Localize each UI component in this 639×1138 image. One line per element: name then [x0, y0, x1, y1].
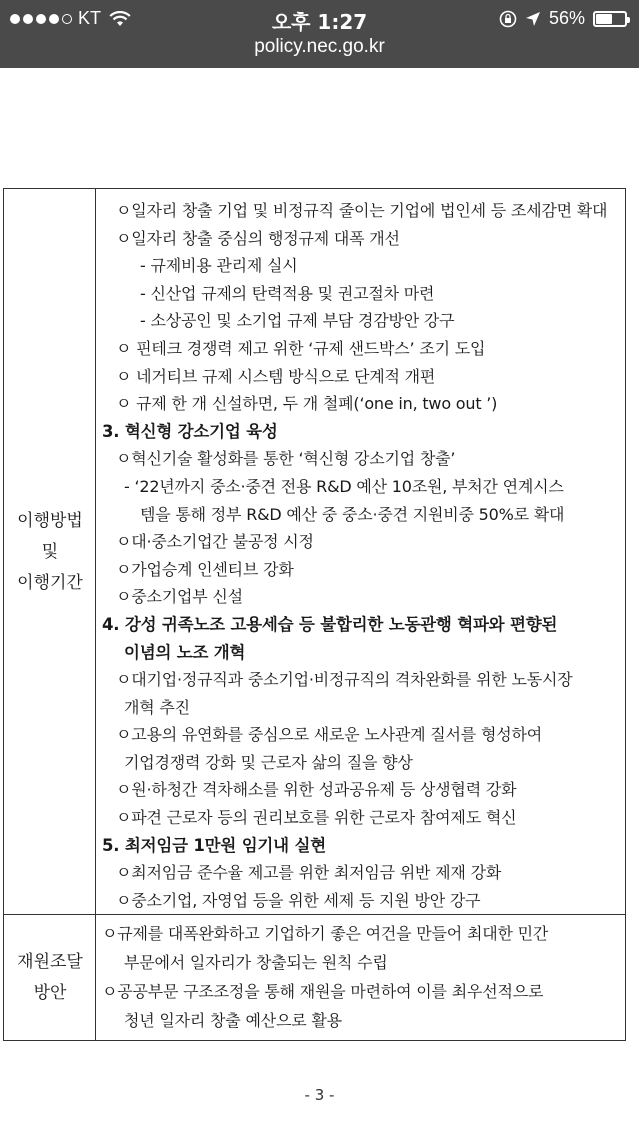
row-label-line: 이행방법 — [17, 511, 83, 531]
status-right — [499, 8, 627, 29]
battery-percent: 56% — [548, 8, 585, 28]
browser-top-bar — [0, 0, 639, 68]
content-line: - ‘22년까지 중소·중견 전용 R&D 예산 10조원, 부처간 연계시스 — [124, 476, 564, 496]
status-bar — [0, 0, 639, 36]
content-line: - 신산업 규제의 탄력적용 및 권고절차 마련 — [140, 283, 435, 303]
content-line: 청년 일자리 창출 예산으로 활용 — [124, 1011, 342, 1030]
content-line: ㅇ일자리 창출 기업 및 비정규직 줄이는 기업에 법인세 등 조세감면 확대 — [116, 201, 608, 220]
section-heading: 4. 강성 귀족노조 고용세습 등 불합리한 노동관행 혁파와 편향된 — [102, 614, 558, 634]
content-line: 템을 통해 정부 R&D 예산 중 중소·중견 지원비중 50%로 확대 — [140, 504, 565, 524]
battery-icon — [593, 11, 627, 27]
section-heading: 5. 최저임금 1만원 임기내 실현 — [102, 835, 326, 855]
rotation-lock-icon — [499, 10, 517, 28]
section-heading: 3. 혁신형 강소기업 육성 — [102, 421, 278, 441]
address-bar[interactable]: policy.nec.go.kr — [254, 36, 385, 57]
content-line: ㅇ 규제 한 개 신설하면, 두 개 철폐(‘one in, two out ’) — [116, 394, 498, 414]
content-line: ㅇ공공부문 구조조정을 통해 재원을 마련하여 이를 최우선적으로 — [102, 982, 544, 1001]
content-line: 기업경쟁력 강화 및 근로자 삶의 질을 향상 — [124, 752, 413, 772]
content-line: ㅇ최저임금 준수율 제고를 위한 최저임금 위반 제재 강화 — [116, 863, 502, 883]
content-line: ㅇ 핀테크 경쟁력 제고 위한 ‘규제 샌드박스’ 조기 도입 — [116, 338, 486, 358]
implementation-content — [102, 197, 624, 914]
content-line: 부문에서 일자리가 창출되는 원칙 수립 — [124, 953, 388, 972]
content-line: ㅇ원·하청간 격차해소를 위한 성과공유제 등 상생협력 강화 — [116, 780, 517, 800]
content-line: ㅇ혁신기술 활성화를 통한 ‘혁신형 강소기업 창출’ — [116, 449, 456, 469]
content-line: ㅇ대기업·정규직과 중소기업·비정규직의 격차완화를 위한 노동시장 — [116, 670, 573, 690]
location-arrow-icon — [525, 11, 541, 27]
row-label-line: 재원조달 — [17, 952, 83, 972]
content-line: ㅇ 네거티브 규제 시스템 방식으로 단계적 개편 — [116, 366, 436, 386]
funding-content — [102, 919, 624, 1035]
row-label-funding — [4, 947, 96, 1009]
page-number: - 3 - — [304, 1086, 335, 1104]
content-line: ㅇ고용의 유연화를 중심으로 새로운 노사관계 질서를 형성하여 — [116, 725, 542, 745]
content-line: ㅇ중소기업, 자영업 등을 위한 세제 등 지원 방안 강구 — [116, 890, 481, 910]
row-label-implementation — [4, 506, 96, 599]
row-label-line: 방안 — [33, 983, 67, 1003]
label-column — [4, 189, 96, 1040]
content-line: ㅇ가업승계 인센티브 강화 — [116, 559, 294, 579]
content-line: ㅇ일자리 창출 중심의 행정규제 대폭 개선 — [116, 228, 400, 248]
content-line: ㅇ파견 근로자 등의 권리보호를 위한 근로자 참여제도 혁신 — [116, 808, 517, 828]
clock: 오후 1:27 — [271, 10, 368, 34]
section-heading: 이념의 노조 개혁 — [124, 642, 246, 662]
row-label-line: 및 — [41, 542, 59, 562]
content-line: ㅇ중소기업부 신설 — [116, 587, 243, 607]
content-line: - 소상공인 및 소기업 규제 부담 경감방안 강구 — [140, 311, 455, 331]
content-line: 개혁 추진 — [124, 697, 190, 717]
content-line: ㅇ규제를 대폭완화하고 기업하기 좋은 여건을 만들어 최대한 민간 — [102, 924, 549, 943]
carrier-name: KT — [78, 8, 102, 28]
row-label-line: 이행기간 — [17, 573, 83, 593]
policy-table — [3, 188, 626, 1041]
battery-fill — [596, 14, 612, 24]
content-line: - 규제비용 관리제 실시 — [140, 256, 298, 276]
content-line: ㅇ대·중소기업간 불공정 시정 — [116, 532, 314, 552]
